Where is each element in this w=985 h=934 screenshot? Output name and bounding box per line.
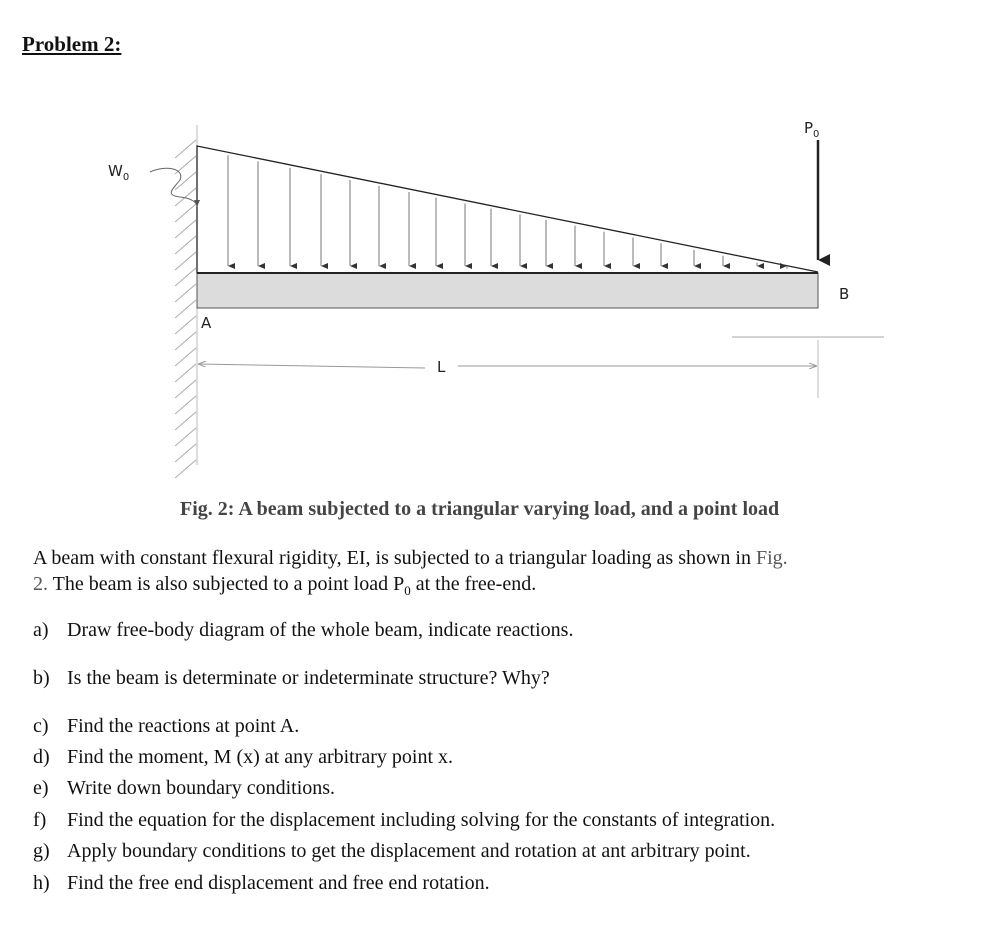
- hatch-line: [175, 140, 196, 158]
- hatch-line: [175, 300, 196, 318]
- item-text: Is the beam is determinate or indeterminate structure? Why?: [67, 667, 550, 689]
- hatch-line: [175, 268, 196, 286]
- item-text: Write down boundary conditions.: [67, 777, 336, 799]
- label-b: B: [839, 285, 850, 303]
- item-label: d): [33, 746, 50, 768]
- item-text: Find the moment, M (x) at any arbitrary point x.: [67, 746, 454, 768]
- hatch-line: [175, 204, 196, 222]
- w0-label: $W_0$: [108, 162, 130, 183]
- w0-leader: [150, 168, 197, 205]
- item-text: Draw free-body diagram of the whole beam, indicate reactions.: [67, 619, 574, 641]
- hatch-line: [175, 236, 196, 254]
- hatch-line: [175, 332, 196, 350]
- item-label: e): [33, 777, 49, 799]
- question-item: [33, 840, 751, 863]
- wall-support: [175, 125, 197, 478]
- hatch-line: [175, 252, 196, 270]
- hatch-line: [175, 428, 196, 446]
- hatch-line: [175, 380, 196, 398]
- question-item: [33, 746, 453, 769]
- question-item: [33, 667, 550, 690]
- hatch-line: [175, 364, 196, 382]
- question-item: [33, 619, 573, 642]
- question-item: [33, 809, 775, 832]
- problem-title: Problem 2:: [22, 32, 122, 56]
- hatch-line: [175, 284, 196, 302]
- hatch-line: [175, 316, 196, 334]
- item-label: a): [33, 619, 49, 641]
- item-text: Find the equation for the displacement including solving for the constants of integration.: [67, 809, 776, 831]
- item-text: Apply boundary conditions to get the displacement and rotation at ant arbitrary point.: [67, 840, 751, 862]
- item-label: f): [33, 809, 47, 831]
- hatch-line: [175, 220, 196, 238]
- hatch-line: [175, 396, 196, 414]
- label-a: A: [201, 314, 212, 332]
- item-label: g): [33, 840, 50, 862]
- hatch-line: [175, 412, 196, 430]
- problem-statement: A beam with constant flexural rigidity, EI, is subjected to a triangular loading as shown in Fig. 2. The beam is also subjected to a point load $P_0$ at the free-end.: [33, 547, 788, 598]
- hatch-line: [175, 172, 196, 190]
- load-arrows: [228, 155, 787, 268]
- item-label: b): [33, 667, 50, 689]
- dimension-line-left: [198, 364, 425, 368]
- hatch-line: [175, 444, 196, 462]
- question-item: [33, 872, 490, 895]
- hatch-line: [175, 460, 196, 478]
- hatch-line: [175, 348, 196, 366]
- question-item: [33, 777, 335, 800]
- p0-label: $P_0$: [804, 119, 820, 140]
- item-text: Find the free end displacement and free end rotation.: [67, 872, 490, 894]
- beam: [197, 273, 818, 308]
- question-item: [33, 715, 299, 738]
- item-label: c): [33, 715, 49, 737]
- item-label: h): [33, 872, 50, 894]
- item-text: Find the reactions at point A.: [67, 715, 300, 737]
- figure-caption: Fig. 2: A beam subjected to a triangular varying load, and a point load: [180, 498, 780, 520]
- length-label: L: [437, 358, 446, 376]
